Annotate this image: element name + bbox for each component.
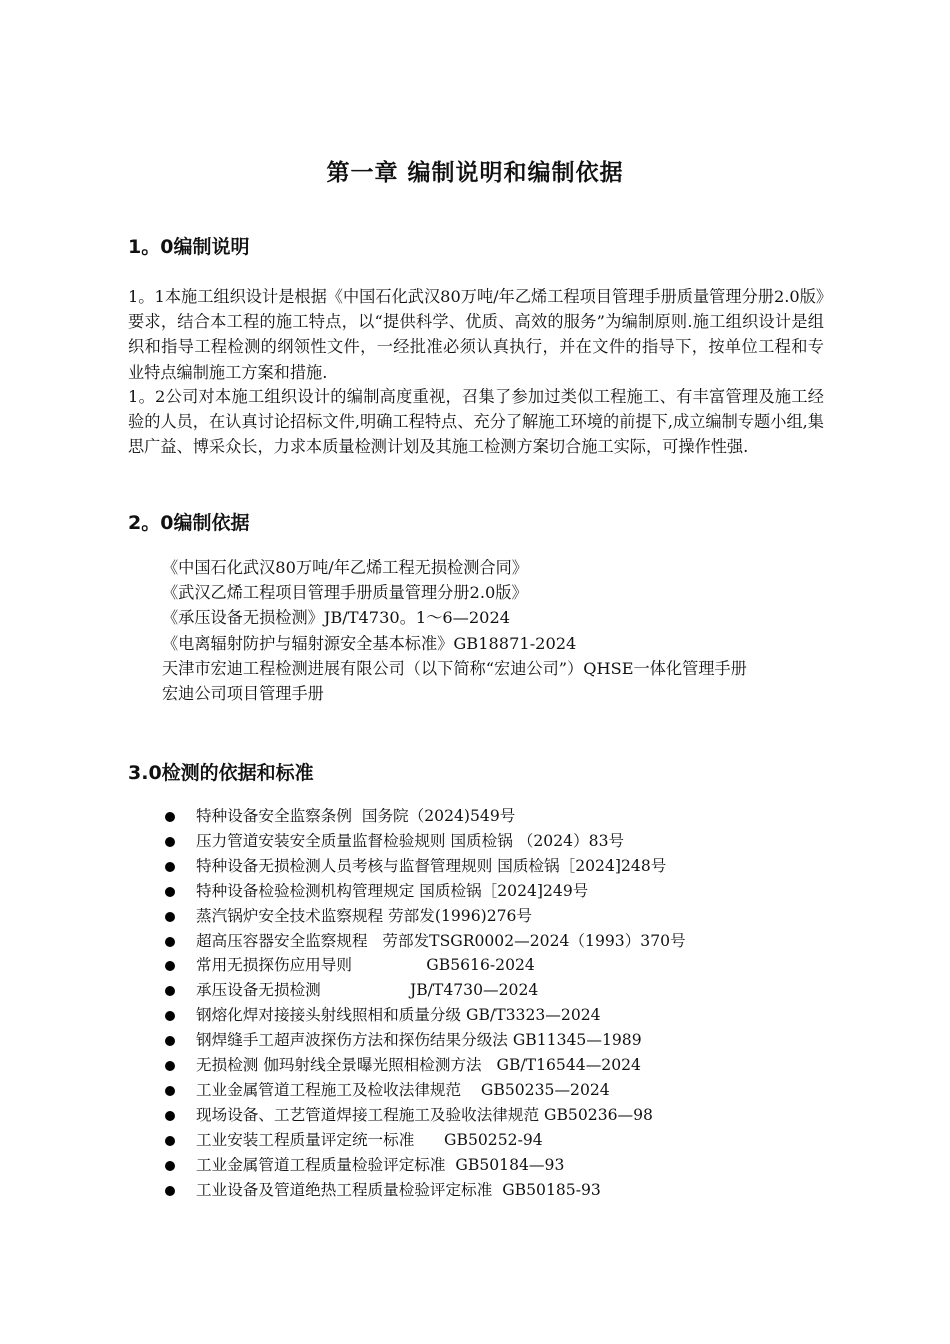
standard-item — [160, 953, 840, 978]
basis-item: 《武汉乙烯工程项目管理手册质量管理分册2.0版》 — [162, 583, 528, 603]
bullet-icon — [165, 961, 175, 971]
standard-text: 蒸汽锅炉安全技术监察规程 劳部发(1996)276号 — [196, 906, 533, 925]
standard-item — [160, 904, 840, 929]
standard-item — [160, 1053, 840, 1078]
paragraph-1-2: 1。2公司对本施工组织设计的编制高度重视，召集了参加过类似工程施工、有丰富管理及施工经验的人员，在认真讨论招标文件,明确工程特点、充分了解施工环境的前提下,成立编制专题小组,集思广益、博采众长，力求本质量检测计划及其施工检测方案切合施工实际，可操作性强. — [128, 387, 824, 457]
bullet-icon — [165, 912, 175, 922]
bullet-icon — [165, 1111, 175, 1121]
standard-text: 工业金属管道工程质量检验评定标准 GB50184—93 — [196, 1155, 565, 1174]
standard-item — [160, 1003, 840, 1028]
basis-item: 《电离辐射防护与辐射源安全基本标准》GB18871-2024 — [162, 633, 577, 653]
basis-item: 天津市宏迪工程检测进展有限公司（以下简称“宏迪公司”）QHSE一体化管理手册 — [162, 658, 747, 678]
standard-item — [160, 929, 840, 954]
bullet-icon — [165, 1161, 175, 1171]
bullet-icon — [165, 887, 175, 897]
bullet-icon — [165, 812, 175, 822]
bullet-icon — [165, 937, 175, 947]
chapter-title: 第一章 编制说明和编制依据 — [326, 160, 624, 186]
standard-item — [160, 1103, 840, 1128]
standard-text: 特种设备检验检测机构管理规定 国质检锅［2024]249号 — [196, 881, 589, 900]
standard-item — [160, 879, 840, 904]
standard-text: 特种设备安全监察条例 国务院（2024)549号 — [196, 807, 516, 825]
standard-item — [160, 1178, 840, 1203]
standard-text: 超高压容器安全监察规程 劳部发TSGR0002—2024（1993）370号 — [196, 931, 686, 950]
bullet-icon — [165, 1061, 175, 1071]
basis-item: 《承压设备无损检测》JB/T4730。1～6—2024 — [162, 608, 511, 628]
bullet-icon — [165, 1186, 175, 1196]
paragraph-1-1: 1。1本施工组织设计是根据《中国石化武汉80万吨/年乙烯工程项目管理手册质量管理分册2.0版》要求，结合本工程的施工特点，以“提供科学、优质、高效的服务”为编制原则.施工组织设计是组织和指导工程检测的纲领性文件，一经批准必须认真执行，并在文件的指导下，按单位工程和专业特点编制施工方案和措施. — [128, 287, 824, 382]
standards-list — [160, 804, 840, 1203]
standard-item — [160, 1128, 840, 1153]
bullet-icon — [165, 986, 175, 996]
standard-item — [160, 1153, 840, 1178]
standard-text: 工业设备及管道绝热工程质量检验评定标准 GB50185-93 — [196, 1180, 601, 1199]
section-heading-2: 2。0编制依据 — [128, 512, 250, 534]
standard-item — [160, 1028, 840, 1053]
bullet-icon — [165, 1136, 175, 1146]
basis-item: 《中国石化武汉80万吨/年乙烯工程无损检测合同》 — [162, 558, 528, 577]
bullet-icon — [165, 1086, 175, 1096]
bullet-icon — [165, 1036, 175, 1046]
standard-item — [160, 854, 840, 879]
standard-text: 钢焊缝手工超声波探伤方法和探伤结果分级法 GB11345—1989 — [196, 1031, 642, 1050]
standard-item — [160, 829, 840, 854]
standard-text: 工业安装工程质量评定统一标准 GB50252-94 — [196, 1130, 543, 1149]
standard-text: 特种设备无损检测人员考核与监督管理规则 国质检锅［2024]248号 — [196, 856, 667, 875]
basis-list — [162, 555, 827, 706]
basis-item: 宏迪公司项目管理手册 — [162, 684, 324, 704]
standard-item — [160, 1078, 840, 1103]
standard-text: 承压设备无损检测 JB/T4730—2024 — [196, 981, 539, 1000]
standard-text: 常用无损探伤应用导则 GB5616-2024 — [196, 956, 535, 975]
section-heading-1: 1。0编制说明 — [128, 236, 250, 258]
bullet-icon — [165, 837, 175, 847]
bullet-icon — [165, 1011, 175, 1021]
bullet-icon — [165, 862, 175, 872]
standard-text: 无损检测 伽玛射线全景曝光照相检测方法 GB/T16544—2024 — [196, 1056, 641, 1075]
standard-text: 现场设备、工艺管道焊接工程施工及验收法律规范 GB50236—98 — [196, 1105, 653, 1124]
standard-item — [160, 978, 840, 1003]
standard-text: 工业金属管道工程施工及检收法律规范 GB50235—2024 — [196, 1080, 610, 1099]
standard-text: 钢熔化焊对接接头射线照相和质量分级 GB/T3323—2024 — [196, 1006, 601, 1025]
section-heading-3: 3.0检测的依据和标准 — [128, 762, 314, 784]
standard-item — [160, 804, 840, 829]
standard-text: 压力管道安装安全质量监督检验规则 国质检锅 （2024）83号 — [196, 831, 625, 850]
